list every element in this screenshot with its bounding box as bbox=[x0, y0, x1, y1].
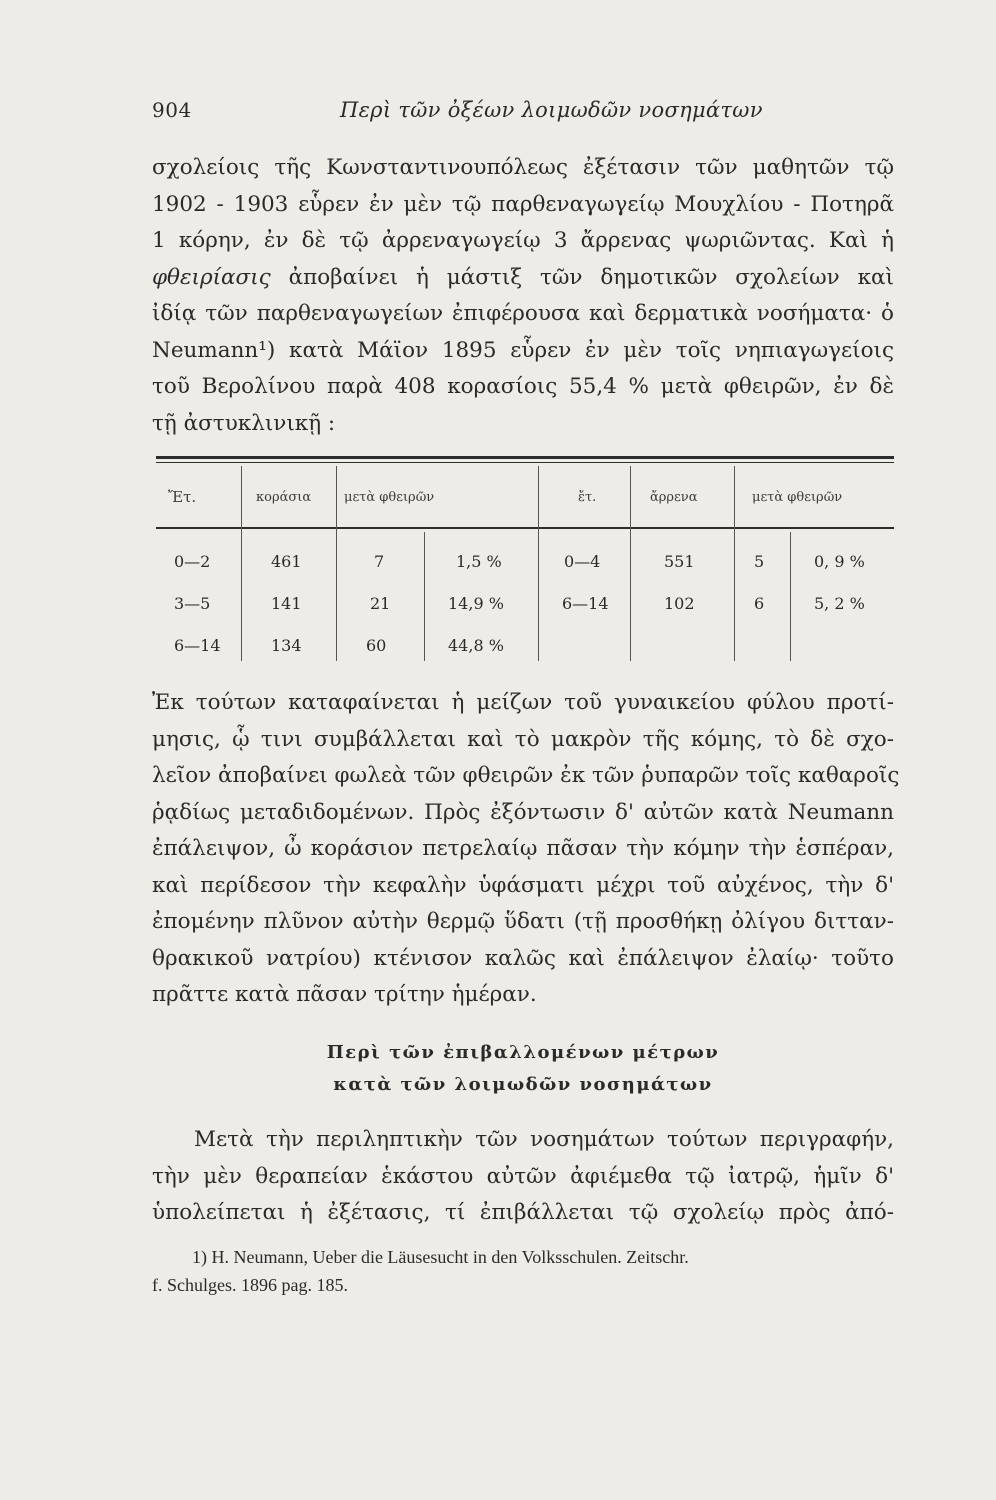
text-line: μησις, ᾧ τινι συμβάλλεται καὶ τὸ μακρὸν τῆς κόμης, τὸ δὲ σχο- bbox=[152, 726, 894, 752]
table-header-cell: ἔτ. bbox=[578, 490, 597, 505]
table-col-divider bbox=[538, 466, 539, 661]
text-line: Ἐκ τούτων καταφαίνεται ἡ μείζων τοῦ γυναικείου φύλου προτί- bbox=[152, 690, 894, 715]
text-line bbox=[152, 260, 894, 297]
table-header-cell: μετὰ φθειρῶν bbox=[752, 490, 843, 505]
table-header-cell: Ἔτ. bbox=[168, 488, 197, 506]
text-line: λεῖον ἀποβαίνει φωλεὰ τῶν φθειρῶν ἐκ τῶν ῥυπαρῶν τοῖς καθαροῖς bbox=[152, 763, 900, 788]
text-line: 1902 - 1903 εὗρεν ἐν μὲν τῷ παρθεναγωγείῳ Μουχλίου - Ποτηρᾶ bbox=[152, 191, 894, 217]
table-cell: 6 bbox=[754, 594, 765, 613]
paragraph-2 bbox=[152, 685, 900, 1014]
table-cell: 102 bbox=[664, 594, 695, 613]
text-line: καὶ περίδεσον τὴν κεφαλὴν ὑφάσματι μέχρι τοῦ αὐχένος, τὴν δ' bbox=[152, 872, 894, 898]
table-cell: 551 bbox=[664, 552, 695, 571]
table-cell: 5, 2 % bbox=[814, 594, 865, 613]
table-cell: 0—2 bbox=[174, 552, 211, 571]
table-cell: 14,9 % bbox=[448, 594, 504, 613]
table-cell: 0—4 bbox=[564, 552, 601, 571]
text-fragment: ἀποβαίνει ἡ μάστιξ τῶν δημοτικῶν σχολείων καὶ bbox=[270, 264, 894, 290]
footnote-line: 1) H. Neumann, Ueber die Läusesucht in den Volksschulen. Zeitschr. bbox=[192, 1247, 689, 1267]
table-cell: 134 bbox=[271, 636, 302, 655]
paragraph-3 bbox=[152, 1122, 894, 1232]
table-rule-top bbox=[156, 456, 894, 459]
paragraph-1 bbox=[152, 150, 894, 442]
table-header-cell: κοράσια bbox=[256, 490, 312, 505]
italic-term: φθειρίασις bbox=[152, 264, 271, 290]
text-line: τοῦ Βερολίνου παρὰ 408 κορασίοις 55,4 % μετὰ φθειρῶν, ἐν δὲ bbox=[152, 374, 894, 399]
section-heading-line-1: Περὶ τῶν ἐπιβαλλομένων μέτρων bbox=[326, 1042, 720, 1063]
text-line: θρακικοῦ νατρίου) κτένισον καλῶς καὶ ἐπάλειψον ἐλαίῳ· τοῦτο bbox=[152, 945, 894, 971]
table-col-divider bbox=[734, 466, 735, 661]
table-cell: 461 bbox=[271, 552, 302, 571]
table-cell: 6—14 bbox=[562, 594, 609, 613]
table-col-divider bbox=[630, 466, 631, 661]
page-number: 904 bbox=[152, 98, 192, 122]
text-line: 1 κόρην, ἐν δὲ τῷ ἀρρεναγωγείῳ 3 ἄρρενας ψωριῶντας. Καὶ ἡ bbox=[152, 228, 894, 253]
table-rule-top-thin bbox=[156, 462, 894, 463]
table-cell: 60 bbox=[366, 636, 387, 655]
table-cell: 5 bbox=[754, 552, 765, 571]
footnote-line: f. Schulges. 1896 pag. 185. bbox=[152, 1275, 348, 1295]
text-line: ἐπομένην πλῦνον αὐτὴν θερμῷ ὕδατι (τῇ προσθήκῃ ὀλίγου διτταν- bbox=[152, 909, 894, 934]
text-line: ῥᾳδίως μεταδιδομένων. Πρὸς ἐξόντωσιν δ' αὐτῶν κατὰ Neumann bbox=[152, 799, 894, 825]
running-head bbox=[0, 98, 996, 128]
table-cell: 141 bbox=[271, 594, 302, 613]
table-cell: 3—5 bbox=[174, 594, 211, 613]
table-rule-header bbox=[156, 527, 894, 529]
table-cell: 6—14 bbox=[174, 636, 221, 655]
text-line: τῇ ἀστυκλινικῇ : bbox=[152, 410, 336, 436]
text-line: ἰδίᾳ τῶν παρθεναγωγείων ἐπιφέρουσα καὶ δερματικὰ νοσήματα· ὁ bbox=[152, 301, 894, 326]
text-line: Μετὰ τὴν περιληπτικὴν τῶν νοσημάτων τούτων περιγραφήν, bbox=[194, 1127, 894, 1152]
section-heading-line-2: κατὰ τῶν λοιμωδῶν νοσημάτων bbox=[333, 1074, 713, 1095]
text-line: πρᾶττε κατὰ πᾶσαν τρίτην ἡμέραν. bbox=[152, 982, 537, 1007]
table-col-divider bbox=[790, 532, 791, 661]
table-header-cell: μετὰ φθειρῶν bbox=[344, 490, 435, 505]
footnote bbox=[152, 1243, 894, 1299]
table-cell: 21 bbox=[370, 594, 391, 613]
text-line: ἐπάλειψον, ὦ κοράσιον πετρελαίῳ πᾶσαν τὴν κόμην τὴν ἑσπέραν, bbox=[152, 836, 894, 861]
table-cell: 0, 9 % bbox=[814, 552, 865, 571]
table-cell: 7 bbox=[374, 552, 385, 571]
table-header-cell: ἄρρενα bbox=[650, 490, 698, 505]
text-line: Neumann¹) κατὰ Μάϊον 1895 εὗρεν ἐν μὲν τοῖς νηπιαγωγείοις bbox=[152, 337, 894, 363]
text-line: ὑπολείπεται ἡ ἐξέτασις, τί ἐπιβάλλεται τῷ σχολείῳ πρὸς ἀπό- bbox=[152, 1200, 894, 1225]
table-cell: 44,8 % bbox=[448, 636, 504, 655]
table-col-divider bbox=[241, 466, 242, 661]
text-line: τὴν μὲν θεραπείαν ἑκάστου αὐτῶν ἀφιέμεθα τῷ ἰατρῷ, ἡμῖν δ' bbox=[152, 1163, 894, 1189]
table-col-divider bbox=[336, 466, 337, 661]
table-cell: 1,5 % bbox=[456, 552, 502, 571]
table-col-divider bbox=[424, 532, 425, 661]
lice-statistics-table bbox=[156, 456, 894, 661]
running-title: Περὶ τῶν ὀξέων λοιμωδῶν νοσημάτων bbox=[340, 98, 763, 122]
text-line: σχολείοις τῆς Κωνσταντινουπόλεως ἐξέτασιν τῶν μαθητῶν τῷ bbox=[152, 155, 894, 180]
